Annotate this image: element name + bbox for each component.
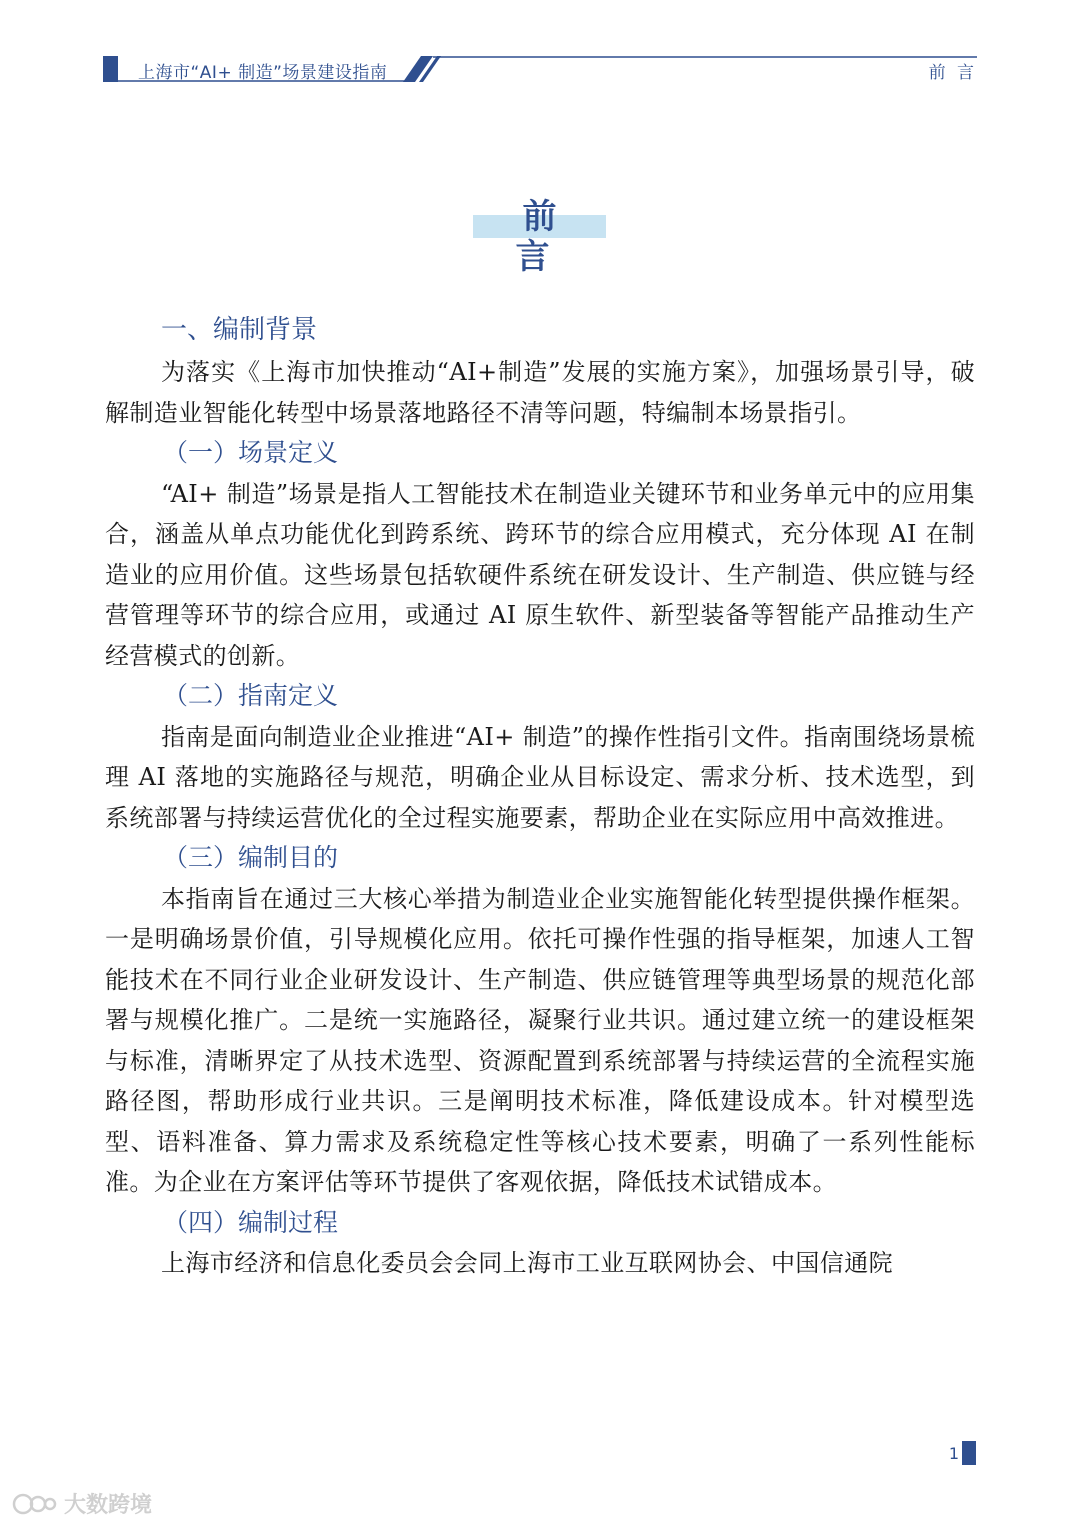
watermark-logo-icon <box>12 1491 58 1517</box>
page-number-marker <box>962 1441 976 1465</box>
paragraph-purpose: 本指南旨在通过三大核心举措为制造业企业实施智能化转型提供操作框架。一是明确场景价值，引导规模化应用。依托可操作性强的指导框架，加速人工智能技术在不同行业企业研发设计、生产制造、供应链管理等典型场景的规范化部署与规模化推广。二是统一实施路径，凝聚行业共识。通过建立统一的建设框架与标准，清晰界定了从技术选型、资源配置到系统部署与持续运营的全流程实施路径图，帮助形成行业共识。三是阐明技术标准，降低建设成本。针对模型选型、语料准备、算力需求及系统稳定性等核心技术要素，明确了一系列性能标准。为企业在方案评估等环节提供了客观依据，降低技术试错成本。 <box>105 884 975 1196</box>
watermark-text: 大数跨境 <box>64 1493 153 1518</box>
page-title: 前 言 <box>515 197 571 277</box>
paragraph-process: 上海市经济和信息化委员会会同上海市工业互联网协会、中国信通院 <box>161 1249 893 1277</box>
page-number-text: 1 <box>948 1443 959 1463</box>
subheading-purpose: （三）编制目的 <box>163 843 339 872</box>
subheading-process: （四）编制过程 <box>163 1207 339 1237</box>
paragraph-guide-definition: 指南是面向制造业企业推进“AI+ 制造”的操作性指引文件。指南围绕场景梳理 AI 落地的实施路径与规范，明确企业从目标设定、需求分析、技术选型，到系统部署与持续运营优化的全过程实施要素，帮助企业在实际应用中高效推进。 <box>105 722 975 832</box>
running-header <box>103 56 977 82</box>
page-title-block <box>473 197 606 277</box>
body-content <box>105 310 975 1284</box>
page-number <box>949 1441 976 1465</box>
subheading-scene-definition: （一）场景定义 <box>163 438 339 467</box>
header-doc-title: 上海市“AI+ 制造”场景建设指南 <box>138 63 388 83</box>
header-section-label: 前 言 <box>928 63 977 83</box>
watermark <box>12 1488 152 1519</box>
section-heading-background: 一、编制背景 <box>161 315 318 345</box>
paragraph-scene-definition: “AI+ 制造”场景是指人工智能技术在制造业关键环节和业务单元中的应用集合，涵盖从单点功能优化到跨系统、跨环节的综合应用模式，充分体现 AI 在制造业的应用价值。这些场景包括软硬件系统在研发设计、生产制造、供应链与经营管理等环节的综合应用，或通过 AI 原生软件、新型装备等智能产品推动生产经营模式的创新。 <box>105 479 975 670</box>
subheading-guide-definition: （二）指南定义 <box>163 681 339 710</box>
paragraph-background: 为落实《上海市加快推动“AI+制造”发展的实施方案》，加强场景引导，破解制造业智能化转型中场景落地路径不清等问题，特编制本场景指引。 <box>105 358 975 427</box>
